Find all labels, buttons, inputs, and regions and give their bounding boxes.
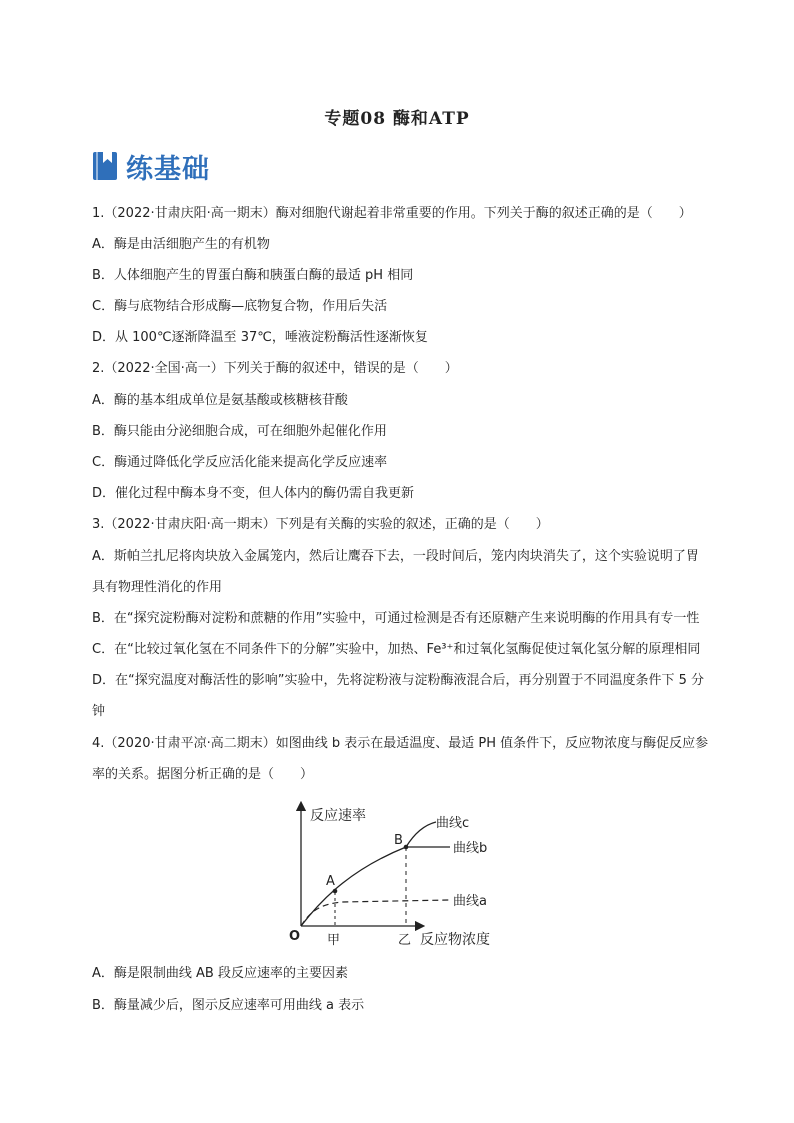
question-3-option-b: B．在“探究淀粉酶对淀粉和蔗糖的作用”实验中，可通过检测是否有还原糖产生来说明酶的作用具有专一性 xyxy=(92,611,700,626)
question-3-option-c: C．在“比较过氧化氢在不同条件下的分解”实验中，加热、Fe³⁺和过氧化氢酶促使过氧化氢分解的原理相同 xyxy=(92,642,701,657)
question-3-option-d-cont: 钟 xyxy=(92,704,106,719)
question-1-stem: 1.（2022·甘肃庆阳·高一期末）酶对细胞代谢起着非常重要的作用。下列关于酶的叙述正确的是（ ） xyxy=(92,206,692,221)
question-4-option-a: A．酶是限制曲线 AB 段反应速率的主要因素 xyxy=(92,966,348,981)
question-1-option-d: D．从 100℃逐渐降温至 37℃，唾液淀粉酶活性逐渐恢复 xyxy=(92,330,428,345)
point-b-label: B xyxy=(394,833,403,848)
tick-jia-label: 甲 xyxy=(327,933,341,948)
question-4-option-b: B．酶量减少后，图示反应速率可用曲线 a 表示 xyxy=(92,998,365,1013)
origin-label: O xyxy=(289,929,301,944)
question-2-option-a: A．酶的基本组成单位是氨基酸或核糖核苷酸 xyxy=(92,393,348,408)
question-2-option-b: B．酶只能由分泌细胞合成，可在细胞外起催化作用 xyxy=(92,424,387,439)
question-4-stem: 4.（2020·甘肃平凉·高二期末）如图曲线 b 表示在最适温度、最适 PH 值条件下，反应物浓度与酶促反应参 xyxy=(92,736,709,751)
curve-a-label: 曲线a xyxy=(453,894,487,909)
page-title: 专题08 酶和ATP xyxy=(324,109,470,129)
curve-b-line xyxy=(301,847,450,926)
curve-a-line xyxy=(301,900,450,926)
question-3-stem: 3.（2022·甘肃庆阳·高一期末）下列是有关酶的实验的叙述，正确的是（ ） xyxy=(92,517,549,532)
question-1-option-c: C．酶与底物结合形成酶—底物复合物，作用后失活 xyxy=(92,299,388,314)
curve-c-line xyxy=(406,822,436,847)
point-b-dot xyxy=(404,845,409,850)
question-3-option-a: A．斯帕兰扎尼将肉块放入金属笼内，然后让鹰吞下去，一段时间后，笼内肉块消失了，这个实验说明了胃 xyxy=(92,549,699,564)
y-axis-label: 反应速率 xyxy=(310,808,366,824)
point-a-dot xyxy=(333,889,338,894)
x-axis-label: 反应物浓度 xyxy=(420,932,490,948)
section-header xyxy=(92,148,210,184)
curve-b-label: 曲线b xyxy=(453,841,488,856)
question-2-option-c: C．酶通过降低化学反应活化能来提高化学反应速率 xyxy=(92,455,388,470)
curve-c-label: 曲线c xyxy=(436,816,470,831)
question-3-option-a-cont: 具有物理性消化的作用 xyxy=(92,580,223,595)
question-2-stem: 2.（2022·全国·高一）下列关于酶的叙述中，错误的是（ ） xyxy=(92,361,458,376)
question-3-option-d: D．在“探究温度对酶活性的影响”实验中，先将淀粉液与淀粉酶液混合后，再分别置于不同温度条件下 5 分 xyxy=(92,673,705,688)
section-label: 练基础 xyxy=(126,153,210,185)
question-1-option-b: B．人体细胞产生的胃蛋白酶和胰蛋白酶的最适 pH 相同 xyxy=(92,268,414,283)
book-icon xyxy=(92,151,118,181)
point-a-label: A xyxy=(326,874,335,889)
tick-yi-label: 乙 xyxy=(398,933,412,948)
reaction-rate-figure xyxy=(284,800,514,952)
question-2-option-d: D．催化过程中酶本身不变，但人体内的酶仍需自我更新 xyxy=(92,486,415,501)
question-1-option-a: A．酶是由活细胞产生的有机物 xyxy=(92,237,270,252)
question-4-stem-cont: 率的关系。据图分析正确的是（ ） xyxy=(92,767,314,782)
